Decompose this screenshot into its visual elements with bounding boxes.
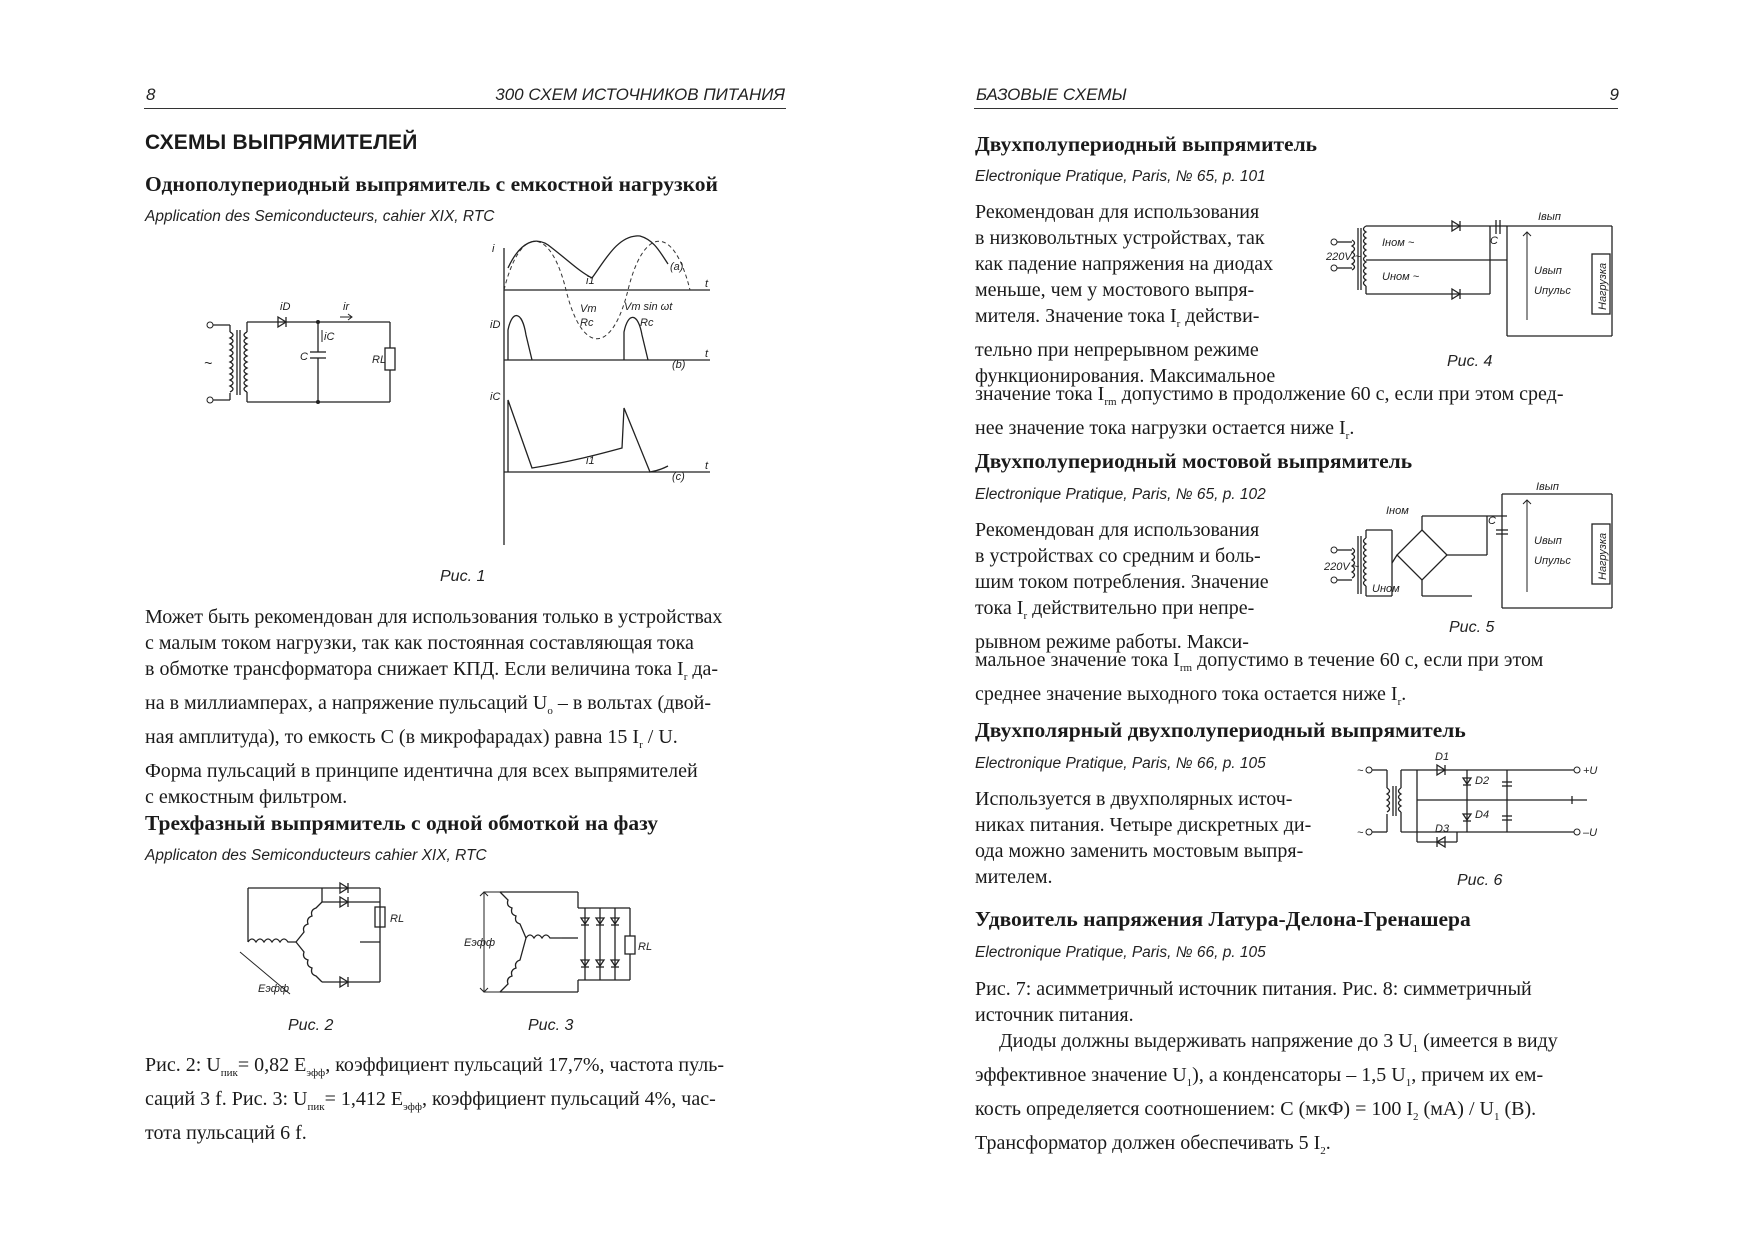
fig5-caption: Рис. 5 <box>1449 619 1495 636</box>
fig3-circuit <box>464 888 660 998</box>
fig6-caption: Рис. 6 <box>1457 872 1503 889</box>
fig6-label-minus-u: –U <box>1583 827 1598 839</box>
fig1-label-tilde: ~ <box>204 355 213 371</box>
fig6-circuit <box>1357 752 1617 852</box>
fig1-label-rl: RL <box>372 354 387 366</box>
fig6-label-d4: D4 <box>1475 809 1490 821</box>
fig1-label-rc2: Rc <box>580 317 594 329</box>
paragraph-threephase: Рис. 2: $U_{пик}= 0,82$ $E_{эфф}$, коэффициент пульсаций 17,7%, частота пуль- саций 3 f. Рис. 3: $U_{пик}= 1,412$ $E_{эфф}$, коэффициент пульсаций 4%, час- тота пульсаций 6 f. <box>145 1054 724 1144</box>
fig5-label-uvyp: Uвып <box>1534 535 1562 547</box>
source-threephase: Applicaton des Semiconducteurs cahier XIX, RTC <box>145 847 487 864</box>
fig1-axis-t2: t <box>705 348 709 360</box>
source-bridge: Electronique Pratique, Paris, № 65, p. 102 <box>975 486 1266 503</box>
fig1-label-id: iD <box>280 301 291 313</box>
fig4-label-upuls: Uпульс <box>1534 285 1571 297</box>
fig1-curve-b: (b) <box>672 359 686 371</box>
fig2-circuit <box>240 882 410 1002</box>
fig1-label-ir: ir <box>343 301 350 313</box>
fig2-caption: Рис. 2 <box>288 1017 334 1034</box>
heading-bipolar: Двухполярный двухполупериодный выпрямитель <box>975 718 1466 742</box>
paragraph-bipolar: Используется в двухполярных источ- никах питания. Четыре дискретных ди- ода можно заменить мостовым выпря- мителем. <box>975 788 1312 888</box>
fig1-label-c: C <box>300 351 308 363</box>
header-rule-left <box>144 108 786 109</box>
paragraph-halfwave: Может быть рекомендован для использования только в устройствах с малым током нагрузки, так как постоянная составляющая тока в обмотке трансформатора снижает КПД. Если величина тока $I_r$ да- на в миллиамперах, а напряжение пульсаций $U_о$ – в вольтах (двой- ная амплитуда), то емкость С (в микрофарадах) равна 15 $I_r$ / U. Форма пульсаций в принципе идентична для всех выпрямителей с емкостным фильтром. <box>145 606 723 808</box>
fig5-label-220v: 220V ~ <box>1324 561 1360 573</box>
fig1-axis-id: iD <box>490 319 501 331</box>
fig6-tilde-bottom: ~ <box>1357 827 1364 839</box>
fig3-label-eeff: Eэфф <box>464 937 496 949</box>
fig1-label-i1b: i1 <box>586 455 595 467</box>
heading-doubler: Удвоитель напряжения Латура-Делона-Гренашера <box>975 907 1471 931</box>
fig1-waveforms <box>490 240 720 550</box>
fig1-curve-a: (a) <box>670 261 684 273</box>
fig4-label-inom: Iном ~ <box>1382 237 1415 249</box>
fig5-label-unom: Uном <box>1372 583 1400 595</box>
fig1-axis-ic: iC <box>490 391 501 403</box>
fig6-label-d2: D2 <box>1475 775 1490 787</box>
fig2-label-rl: RL <box>390 913 405 925</box>
fig1-label-rc: Rc <box>640 317 654 329</box>
source-fullwave: Electronique Pratique, Paris, № 65, p. 101 <box>975 168 1266 185</box>
fig6-label-d1: D1 <box>1435 751 1450 763</box>
fig5-label-load: Нагрузка <box>1597 532 1609 580</box>
paragraph-bridge: Рекомендован для использования в устройствах со средним и боль- шим током потребления. Значение тока $I_r$ действительно при непре- рывном режиме работы. Макси- <box>975 519 1269 653</box>
fig3-label-rl: RL <box>638 941 653 953</box>
heading-threephase: Трехфазный выпрямитель с одной обмоткой на фазу <box>145 811 659 835</box>
heading-fullwave: Двухполупериодный выпрямитель <box>975 132 1317 156</box>
source-halfwave: Application des Semiconducteurs, cahier XIX, RTC <box>145 208 495 225</box>
fig4-label-uvyp: Uвып <box>1534 265 1562 277</box>
paragraph-fullwave-cont: значение тока $I_{rm}$ допустимо в продолжение 60 с, если при этом сред- нее значение тока нагрузки остается ниже $I_r$. <box>975 383 1564 442</box>
fig5-circuit <box>1322 481 1622 608</box>
fig2-label-eeff: Eэфф <box>258 983 290 995</box>
paragraph-doubler-1: Рис. 7: асимметричный источник питания. Рис. 8: симметричный источник питания. <box>975 978 1532 1026</box>
page-number-right: 9 <box>1609 85 1619 104</box>
paragraph-doubler-2: Диоды должны выдерживать напряжение до 3 $U_1$ (имеется в виду эффективное значение $U_1$), а конденсаторы – 1,5 $U_1$, причем их ем- кость определяется соотношением: С (мкФ) = 100 $I_2$ $(мА) / U_1$ (В). Трансформатор должен обеспечивать 5 $I_2$. <box>975 1030 1558 1157</box>
fig1-label-ic: iC <box>324 331 335 343</box>
fig5-label-inom: Iном <box>1386 505 1409 517</box>
header-rule-right <box>974 108 1618 109</box>
fig4-label-load: Нагрузка <box>1597 262 1609 310</box>
source-bipolar: Electronique Pratique, Paris, № 66, p. 105 <box>975 755 1266 772</box>
fig1-circuit <box>200 290 420 410</box>
fig1-curve-c: (c) <box>672 471 685 483</box>
fig3-caption: Рис. 3 <box>528 1017 574 1034</box>
source-doubler: Electronique Pratique, Paris, № 66, p. 105 <box>975 944 1266 961</box>
fig4-caption: Рис. 4 <box>1447 353 1493 370</box>
heading-bridge: Двухполупериодный мостовой выпрямитель <box>975 449 1413 473</box>
page-number-left: 8 <box>146 85 156 104</box>
right-page <box>877 0 1755 1240</box>
fig4-label-220v: 220V ~ <box>1326 251 1362 263</box>
fig4-label-ivyp: Iвып <box>1538 211 1561 223</box>
fig5-label-ivyp: Iвып <box>1536 481 1559 493</box>
fig6-label-plus-u: +U <box>1583 765 1598 777</box>
fig1-label-vm: Vm <box>580 303 597 315</box>
fig6-tilde-top: ~ <box>1357 765 1364 777</box>
fig1-label-vmsin: Vm sin ωt <box>624 301 673 313</box>
fig1-label-i1: i1 <box>586 275 595 287</box>
paragraph-bridge-cont: мальное значение тока $I_{rm}$ допустимо в течение 60 с, если при этом среднее значение выходного тока остается ниже $I_r$. <box>975 649 1544 708</box>
running-title-left: 300 СХЕМ ИСТОЧНИКОВ ПИТАНИЯ <box>495 85 785 104</box>
running-title-right: БАЗОВЫЕ СХЕМЫ <box>976 85 1127 104</box>
fig4-circuit <box>1322 210 1622 340</box>
fig1-axis-t3: t <box>705 460 709 472</box>
paragraph-fullwave: Рекомендован для использования в низковольтных устройствах, так как падение напряжения на диодах меньше, чем у мостового выпря- мителя. Значение тока $I_r$ действи- тельно при непрерывном режиме функционирования. Максимальное <box>975 201 1276 387</box>
fig5-label-c: C <box>1488 515 1496 527</box>
fig4-label-unom: Uном ~ <box>1382 271 1420 283</box>
fig6-label-d3: D3 <box>1435 823 1450 835</box>
left-page <box>0 0 877 1240</box>
section-title: СХЕМЫ ВЫПРЯМИТЕЛЕЙ <box>145 131 418 154</box>
fig5-label-upuls: Uпульс <box>1534 555 1571 567</box>
fig1-axis-t1: t <box>705 278 709 290</box>
fig4-label-c: C <box>1490 235 1498 247</box>
fig1-axis-i: i <box>492 243 495 255</box>
fig1-caption: Рис. 1 <box>440 568 486 585</box>
heading-halfwave: Однополупериодный выпрямитель с емкостной нагрузкой <box>145 172 718 196</box>
